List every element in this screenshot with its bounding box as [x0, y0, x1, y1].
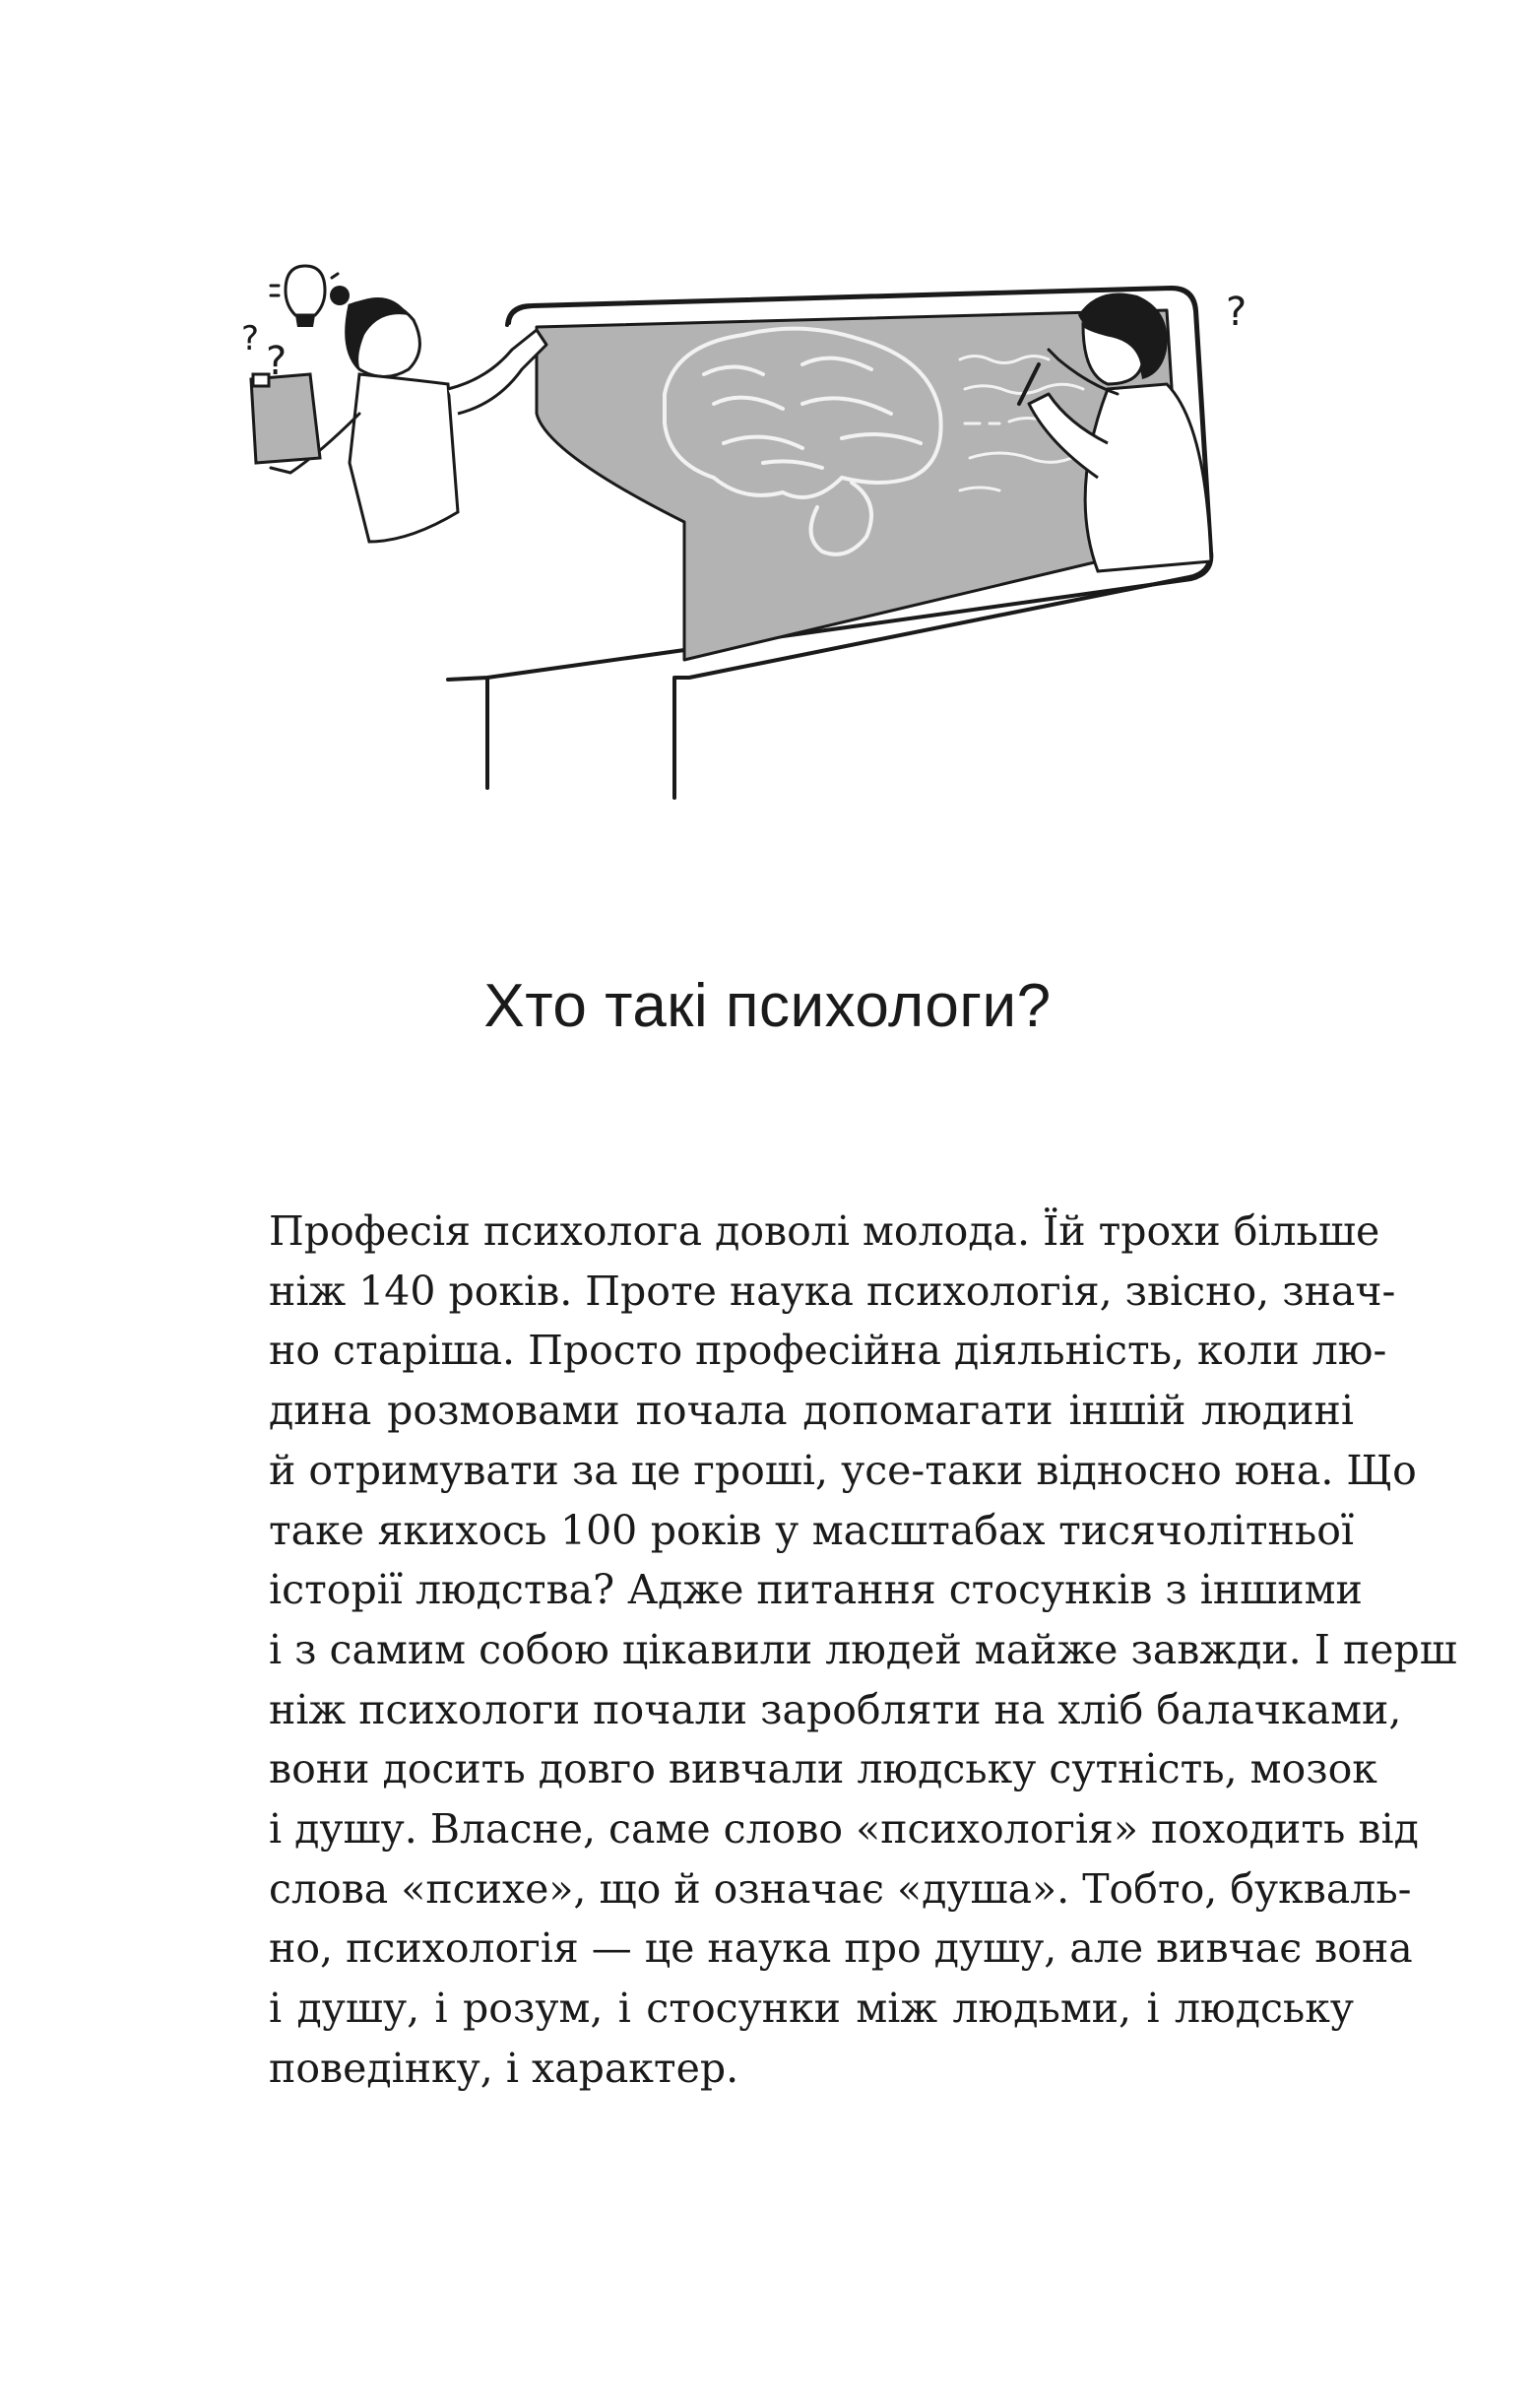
paragraph-line: но, психологія — це наука про душу, але вивчає вона: [269, 1924, 1413, 1973]
paragraph-line: дина розмовами почала допомагати іншій людині: [269, 1387, 1354, 1435]
lightbulb-icon: [271, 266, 338, 327]
psychologists-illustration: [241, 266, 1285, 808]
question-mark-left-2: ?: [266, 339, 288, 384]
paragraph-line: но старіша. Просто професійна діяльність, коли лю-: [269, 1327, 1387, 1375]
paragraph-line: ніж 140 років. Проте наука психологія, звісно, знач-: [269, 1267, 1396, 1315]
question-mark-right: ?: [1226, 290, 1247, 335]
paragraph-line-last: поведінку, і характер.: [269, 2044, 739, 2092]
left-person-body: [350, 374, 458, 542]
chapter-title: Хто такі психологи?: [483, 972, 1052, 1040]
illustration-svg: [241, 266, 1285, 808]
paragraph-line: і з самим собою цікавили людей майже завжди. І перш: [269, 1625, 1457, 1673]
body-paragraph: [269, 1202, 1457, 2099]
paragraph-line: і душу. Власне, саме слово «психологія» походить від: [269, 1805, 1419, 1854]
paragraph-line: і душу, і розум, і стосунки між людьми, і людську: [269, 1985, 1354, 2033]
paragraph-line: Професія психолога доволі молода. Їй трохи більше: [269, 1207, 1380, 1255]
paragraph-line: історії людства? Адже питання стосунків з іншими: [269, 1566, 1363, 1614]
paragraph-line: ніж психологи почали заробляти на хліб балачками,: [269, 1685, 1402, 1733]
paragraph-line: таке якихось 100 років у масштабах тисячолітньої: [269, 1506, 1354, 1554]
paragraph-line: й отримувати за це гроші, усе-таки відносно юна. Що: [269, 1446, 1417, 1494]
question-mark-left-1: ?: [241, 319, 260, 358]
paragraph-line: вони досить довго вивчали людську сутність, мозок: [269, 1745, 1377, 1793]
left-person-bun: [330, 286, 350, 305]
paragraph-line: слова «психе», що й означає «душа». Тобто, букваль-: [269, 1864, 1412, 1913]
